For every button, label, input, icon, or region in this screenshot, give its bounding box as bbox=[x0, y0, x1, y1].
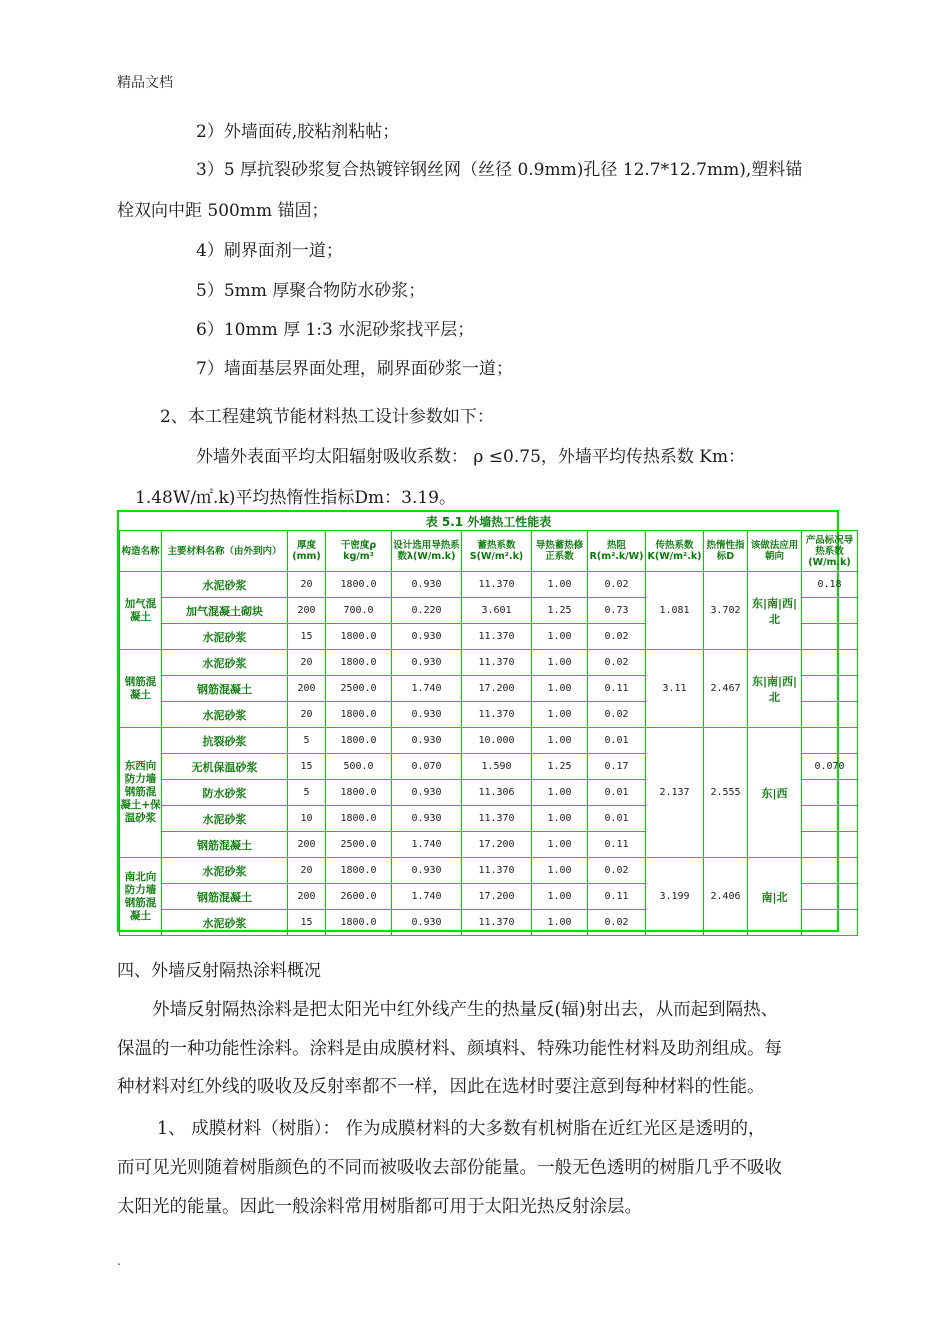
d-value: 2.406 bbox=[704, 858, 748, 936]
para1-line1: 外墙反射隔热涂料是把太阳光中红外线产生的热量反(辐)射出去，从而起到隔热、 bbox=[152, 1000, 779, 1020]
value-cell: 0.01 bbox=[588, 780, 646, 806]
product-value: 0.18 bbox=[802, 572, 858, 598]
para1-line2: 保温的一种功能性涂料。涂料是由成膜材料、颜填料、特殊功能性材料及助剂组成。每 bbox=[117, 1039, 782, 1059]
item-3-cont: 栓双向中距 500mm 锚固； bbox=[117, 201, 329, 221]
value-cell: 2600.0 bbox=[326, 884, 392, 910]
footer-mark: . bbox=[117, 1254, 121, 1268]
thermal-table bbox=[117, 510, 854, 932]
para2-line2: 而可见光则随着树脂颜色的不同而被吸收去部份能量。一般无色透明的树脂几乎不吸收 bbox=[117, 1158, 782, 1178]
orientation: 南|北 bbox=[748, 858, 802, 936]
value-cell: 1800.0 bbox=[326, 702, 392, 728]
value-cell: 5 bbox=[288, 728, 326, 754]
column-header: 设计选用导热系数λ(W/m.k) bbox=[392, 531, 462, 572]
value-cell: 1.25 bbox=[532, 754, 588, 780]
value-cell: 20 bbox=[288, 858, 326, 884]
material-name: 水泥砂浆 bbox=[162, 702, 288, 728]
value-cell: 0.930 bbox=[392, 910, 462, 936]
value-cell: 0.930 bbox=[392, 806, 462, 832]
value-cell: 200 bbox=[288, 598, 326, 624]
value-cell: 0.02 bbox=[588, 572, 646, 598]
column-header: 导热蓄热修正系数 bbox=[532, 531, 588, 572]
material-name: 防水砂浆 bbox=[162, 780, 288, 806]
value-cell: 17.200 bbox=[462, 676, 532, 702]
value-cell: 1.740 bbox=[392, 832, 462, 858]
page-header: 精品文档 bbox=[117, 75, 173, 91]
value-cell: 0.02 bbox=[588, 650, 646, 676]
construction-name: 南北向防力墙钢筋混凝土 bbox=[120, 858, 162, 936]
value-cell: 0.17 bbox=[588, 754, 646, 780]
value-cell: 11.370 bbox=[462, 806, 532, 832]
value-cell: 1.740 bbox=[392, 676, 462, 702]
value-cell: 1.25 bbox=[532, 598, 588, 624]
value-cell: 1.590 bbox=[462, 754, 532, 780]
value-cell: 1800.0 bbox=[326, 624, 392, 650]
k-value: 3.11 bbox=[646, 650, 704, 728]
section-4-title: 四、外墙反射隔热涂料概况 bbox=[117, 961, 321, 981]
value-cell: 15 bbox=[288, 754, 326, 780]
section-2-heading: 2、本工程建筑节能材料热工设计参数如下： bbox=[160, 407, 494, 427]
product-value bbox=[802, 832, 858, 858]
k-value: 2.137 bbox=[646, 728, 704, 858]
column-header: 传热系数K(W/m².k) bbox=[646, 531, 704, 572]
product-value bbox=[802, 650, 858, 676]
column-header: 干密度ρ kg/m³ bbox=[326, 531, 392, 572]
column-header: 构造名称 bbox=[120, 531, 162, 572]
value-cell: 11.370 bbox=[462, 572, 532, 598]
value-cell: 0.01 bbox=[588, 728, 646, 754]
para1-line3: 种材料对红外线的吸收及反射率都不一样，因此在选材时要注意到每种材料的性能。 bbox=[117, 1077, 765, 1097]
value-cell: 700.0 bbox=[326, 598, 392, 624]
construction-name: 东西向防力墙钢筋混凝土+保温砂浆 bbox=[120, 728, 162, 858]
value-cell: 15 bbox=[288, 624, 326, 650]
product-value bbox=[802, 884, 858, 910]
item-2: 2）外墙面砖,胶粘剂粘帖； bbox=[196, 122, 400, 142]
value-cell: 17.200 bbox=[462, 884, 532, 910]
column-header: 蓄热系数S(W/m².k) bbox=[462, 531, 532, 572]
value-cell: 0.11 bbox=[588, 832, 646, 858]
product-value bbox=[802, 702, 858, 728]
value-cell: 15 bbox=[288, 910, 326, 936]
value-cell: 0.01 bbox=[588, 806, 646, 832]
table-row bbox=[120, 572, 858, 598]
value-cell: 0.930 bbox=[392, 650, 462, 676]
orientation: 东|南|西|北 bbox=[748, 572, 802, 650]
column-header: 产品标况导热系数(W/m.k) bbox=[802, 531, 858, 572]
product-value: 0.070 bbox=[802, 754, 858, 780]
table-row bbox=[120, 650, 858, 676]
value-cell: 10.000 bbox=[462, 728, 532, 754]
value-cell: 200 bbox=[288, 832, 326, 858]
material-name: 钢筋混凝土 bbox=[162, 832, 288, 858]
value-cell: 0.070 bbox=[392, 754, 462, 780]
column-header: 厚度(mm) bbox=[288, 531, 326, 572]
product-value bbox=[802, 676, 858, 702]
value-cell: 0.930 bbox=[392, 702, 462, 728]
product-value bbox=[802, 780, 858, 806]
value-cell: 11.370 bbox=[462, 650, 532, 676]
item-3: 3）5 厚抗裂砂浆复合热镀锌钢丝网（丝径 0.9mm)孔径 12.7*12.7mm),塑料锚 bbox=[196, 160, 803, 180]
k-value: 1.081 bbox=[646, 572, 704, 650]
value-cell: 0.02 bbox=[588, 858, 646, 884]
material-name: 抗裂砂浆 bbox=[162, 728, 288, 754]
material-name: 水泥砂浆 bbox=[162, 806, 288, 832]
value-cell: 17.200 bbox=[462, 832, 532, 858]
material-name: 加气混凝土砌块 bbox=[162, 598, 288, 624]
orientation: 东|西 bbox=[748, 728, 802, 858]
table-row bbox=[120, 728, 858, 754]
value-cell: 20 bbox=[288, 572, 326, 598]
value-cell: 0.11 bbox=[588, 884, 646, 910]
params-line-1: 外墙外表面平均太阳辐射吸收系数： ρ ≤0.75，外墙平均传热系数 Km： bbox=[196, 447, 746, 467]
table-caption-row bbox=[120, 512, 858, 531]
material-name: 钢筋混凝土 bbox=[162, 884, 288, 910]
value-cell: 0.930 bbox=[392, 728, 462, 754]
value-cell: 5 bbox=[288, 780, 326, 806]
value-cell: 500.0 bbox=[326, 754, 392, 780]
material-name: 水泥砂浆 bbox=[162, 650, 288, 676]
product-value bbox=[802, 728, 858, 754]
value-cell: 0.220 bbox=[392, 598, 462, 624]
column-header: 热阻R(m².k/W) bbox=[588, 531, 646, 572]
value-cell: 1.00 bbox=[532, 702, 588, 728]
material-name: 钢筋混凝土 bbox=[162, 676, 288, 702]
material-name: 水泥砂浆 bbox=[162, 572, 288, 598]
value-cell: 1800.0 bbox=[326, 572, 392, 598]
value-cell: 0.11 bbox=[588, 676, 646, 702]
item-7: 7）墙面基层界面处理，刷界面砂浆一道； bbox=[196, 359, 513, 379]
product-value bbox=[802, 624, 858, 650]
material-name: 水泥砂浆 bbox=[162, 624, 288, 650]
column-header: 主要材料名称（由外到内） bbox=[162, 531, 288, 572]
value-cell: 0.930 bbox=[392, 572, 462, 598]
value-cell: 1.740 bbox=[392, 884, 462, 910]
value-cell: 0.73 bbox=[588, 598, 646, 624]
value-cell: 1.00 bbox=[532, 858, 588, 884]
item-6: 6）10mm 厚 1:3 水泥砂浆找平层； bbox=[196, 320, 475, 340]
value-cell: 0.930 bbox=[392, 858, 462, 884]
material-name: 水泥砂浆 bbox=[162, 858, 288, 884]
value-cell: 11.370 bbox=[462, 910, 532, 936]
table-row bbox=[120, 858, 858, 884]
product-value bbox=[802, 910, 858, 936]
value-cell: 3.601 bbox=[462, 598, 532, 624]
value-cell: 1800.0 bbox=[326, 780, 392, 806]
params-line-2: 1.48W/㎡.k)平均热惰性指标Dm：3.19。 bbox=[135, 488, 456, 508]
value-cell: 2500.0 bbox=[326, 832, 392, 858]
value-cell: 0.930 bbox=[392, 624, 462, 650]
k-value: 3.199 bbox=[646, 858, 704, 936]
value-cell: 1.00 bbox=[532, 728, 588, 754]
value-cell: 1.00 bbox=[532, 676, 588, 702]
material-name: 水泥砂浆 bbox=[162, 910, 288, 936]
orientation: 东|南|西|北 bbox=[748, 650, 802, 728]
value-cell: 20 bbox=[288, 702, 326, 728]
value-cell: 11.306 bbox=[462, 780, 532, 806]
para2-line1: 1、 成膜材料（树脂）： 作为成膜材料的大多数有机树脂在近红光区是透明的， bbox=[157, 1119, 766, 1139]
value-cell: 11.370 bbox=[462, 624, 532, 650]
d-value: 3.702 bbox=[704, 572, 748, 650]
value-cell: 0.02 bbox=[588, 624, 646, 650]
value-cell: 1.00 bbox=[532, 780, 588, 806]
value-cell: 0.930 bbox=[392, 780, 462, 806]
d-value: 2.555 bbox=[704, 728, 748, 858]
value-cell: 10 bbox=[288, 806, 326, 832]
value-cell: 1.00 bbox=[532, 572, 588, 598]
value-cell: 1.00 bbox=[532, 650, 588, 676]
value-cell: 0.02 bbox=[588, 702, 646, 728]
value-cell: 1.00 bbox=[532, 624, 588, 650]
column-header: 热惰性指标D bbox=[704, 531, 748, 572]
value-cell: 1.00 bbox=[532, 884, 588, 910]
value-cell: 1800.0 bbox=[326, 806, 392, 832]
value-cell: 200 bbox=[288, 676, 326, 702]
product-value bbox=[802, 858, 858, 884]
value-cell: 1800.0 bbox=[326, 910, 392, 936]
value-cell: 11.370 bbox=[462, 858, 532, 884]
value-cell: 200 bbox=[288, 884, 326, 910]
para2-line3: 太阳光的能量。因此一般涂料常用树脂都可用于太阳光热反射涂层。 bbox=[117, 1197, 642, 1217]
construction-name: 加气混凝土 bbox=[120, 572, 162, 650]
column-header: 该做法应用朝向 bbox=[748, 531, 802, 572]
value-cell: 20 bbox=[288, 650, 326, 676]
material-name: 无机保温砂浆 bbox=[162, 754, 288, 780]
table-caption: 表 5.1 外墙热工性能表 bbox=[120, 512, 858, 531]
value-cell: 1.00 bbox=[532, 910, 588, 936]
value-cell: 2500.0 bbox=[326, 676, 392, 702]
value-cell: 0.02 bbox=[588, 910, 646, 936]
value-cell: 1.00 bbox=[532, 806, 588, 832]
item-4: 4）刷界面剂一道； bbox=[196, 241, 343, 261]
value-cell: 1800.0 bbox=[326, 650, 392, 676]
table-header-row bbox=[120, 531, 858, 572]
d-value: 2.467 bbox=[704, 650, 748, 728]
value-cell: 1800.0 bbox=[326, 858, 392, 884]
value-cell: 1800.0 bbox=[326, 728, 392, 754]
product-value bbox=[802, 598, 858, 624]
item-5: 5）5mm 厚聚合物防水砂浆； bbox=[196, 281, 426, 301]
value-cell: 1.00 bbox=[532, 832, 588, 858]
construction-name: 钢筋混凝土 bbox=[120, 650, 162, 728]
value-cell: 11.370 bbox=[462, 702, 532, 728]
product-value bbox=[802, 806, 858, 832]
